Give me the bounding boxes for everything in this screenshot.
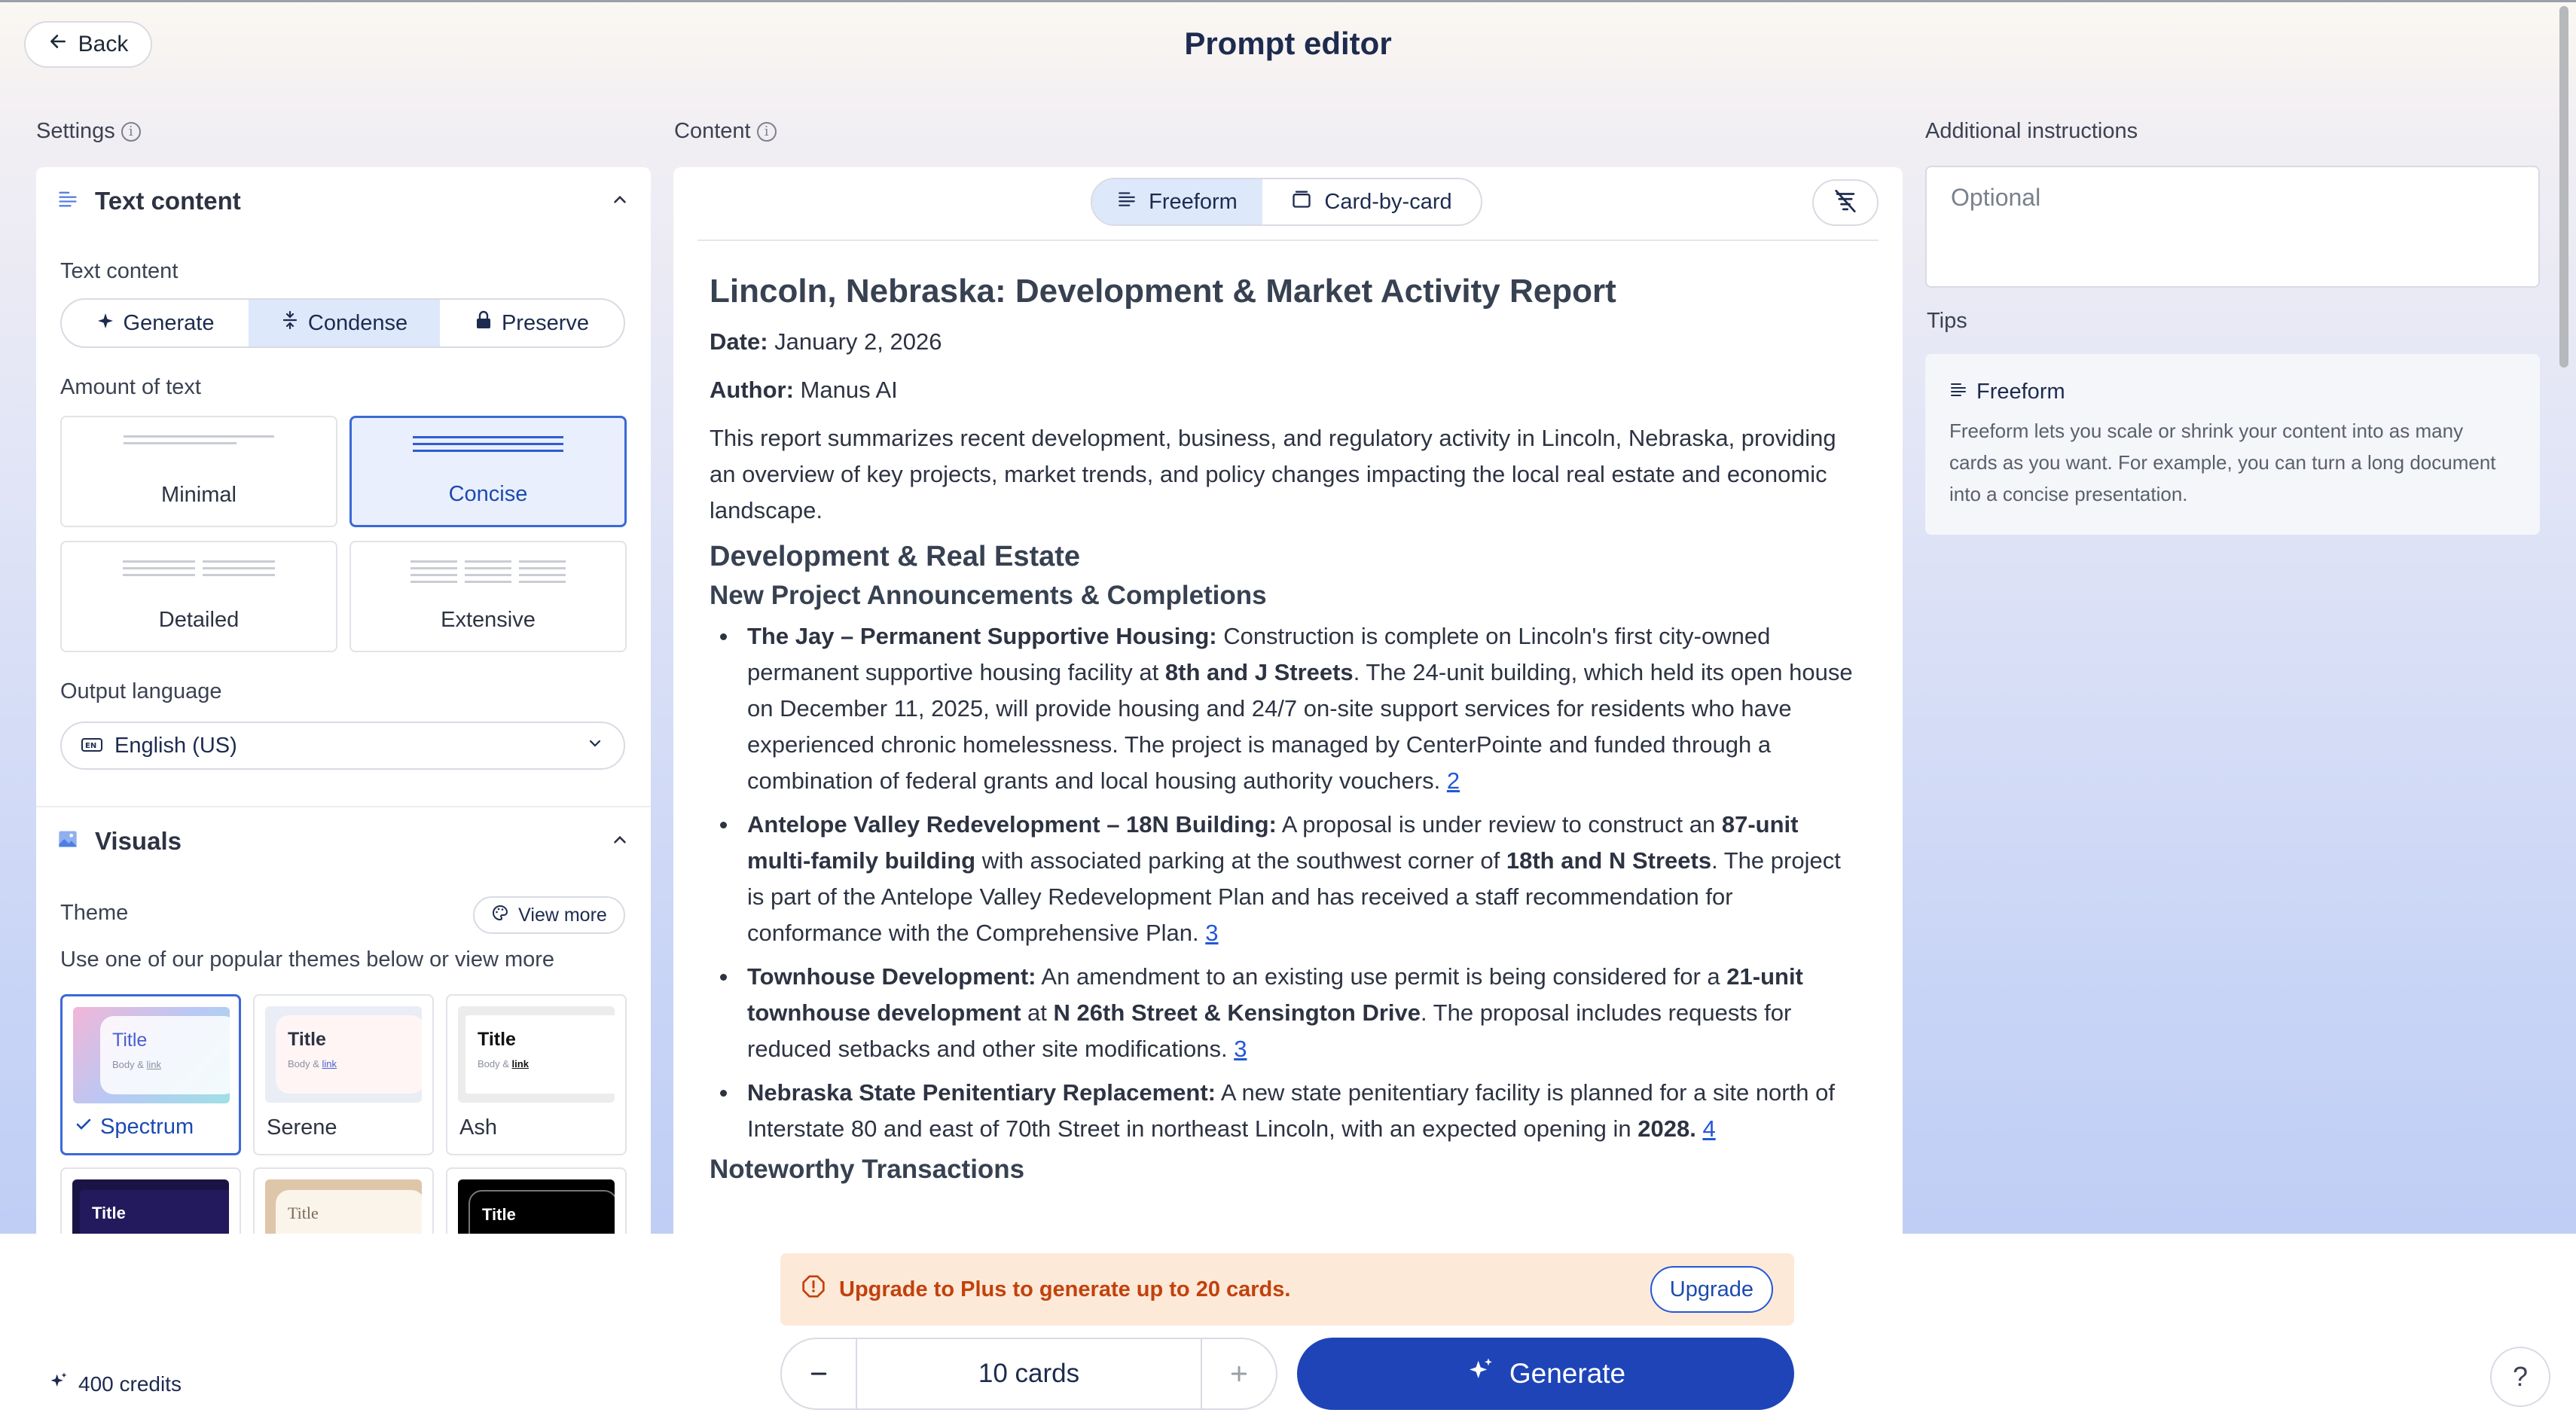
theme-name: Serene	[267, 1115, 337, 1140]
theme-preview-title: Title	[92, 1204, 126, 1222]
theme-preview-body: Body & link	[112, 1059, 162, 1070]
preserve-mode-button[interactable]	[440, 300, 624, 346]
visuals-header[interactable]	[57, 822, 630, 860]
palette-icon	[491, 904, 509, 927]
text-density-icon	[413, 436, 563, 452]
upgrade-button[interactable]: Upgrade	[1650, 1266, 1773, 1313]
theme-hint: Use one of our popular themes below or view more	[60, 947, 555, 972]
text-lines-icon	[1117, 189, 1137, 215]
citation-link[interactable]: 4	[1702, 1115, 1716, 1142]
tip-title: Freeform	[1976, 380, 2065, 404]
upgrade-message: Upgrade to Plus to generate up to 20 cards.	[839, 1277, 1291, 1301]
section-divider	[36, 806, 651, 807]
credits-label: 400 credits	[78, 1372, 182, 1396]
clear-formatting-button[interactable]	[1812, 179, 1879, 226]
tip-heading	[1949, 380, 2516, 404]
additional-instructions-input[interactable]: Optional	[1925, 166, 2540, 288]
content-panel	[673, 167, 1903, 1237]
output-language-select[interactable]	[60, 722, 625, 770]
theme-preview	[458, 1006, 615, 1103]
freeform-mode-button[interactable]	[1092, 179, 1262, 224]
page-title: Prompt editor	[1184, 26, 1392, 61]
increase-cards-button[interactable]	[1201, 1339, 1276, 1408]
content-mode-toggle	[1091, 178, 1482, 226]
condense-mode-button[interactable]	[249, 300, 440, 346]
back-label: Back	[78, 32, 129, 56]
sparkle-icon	[96, 311, 114, 336]
sparkles-icon	[48, 1371, 69, 1397]
generate-mode-button[interactable]	[62, 300, 249, 346]
theme-preview-title: Title	[478, 1029, 516, 1050]
amount-detailed-option[interactable]	[60, 541, 337, 652]
chevron-down-icon	[586, 734, 604, 758]
amount-minimal-option[interactable]	[60, 416, 337, 527]
amount-concise-label: Concise	[448, 482, 528, 506]
lock-icon	[475, 310, 493, 336]
generate-label: Generate	[1509, 1358, 1626, 1389]
tip-body: Freeform lets you scale or shrink your content into as many cards as you want. For example, you can turn a long document into a concise presentation.	[1949, 420, 2496, 505]
visuals-title: Visuals	[95, 827, 182, 855]
theme-preview-body: Body & link	[288, 1058, 337, 1069]
theme-card-serene[interactable]	[253, 994, 434, 1155]
card-by-card-mode-button[interactable]	[1262, 179, 1481, 224]
theme-card[interactable]	[446, 1167, 627, 1237]
theme-preview-title: Title	[288, 1204, 319, 1222]
amount-extensive-option[interactable]	[349, 541, 627, 652]
theme-preview	[73, 1007, 230, 1103]
preserve-mode-label: Preserve	[501, 310, 590, 335]
amount-concise-option[interactable]	[349, 416, 627, 527]
check-icon	[75, 1115, 93, 1140]
theme-card[interactable]	[60, 1167, 241, 1237]
amount-detailed-label: Detailed	[158, 608, 240, 632]
text-density-icon	[124, 435, 274, 444]
citation-link[interactable]: 3	[1234, 1036, 1247, 1062]
text-density-icon	[123, 560, 275, 576]
text-content-title: Text content	[95, 187, 241, 215]
freeform-mode-label: Freeform	[1149, 189, 1238, 214]
info-icon[interactable]: i	[121, 122, 141, 142]
text-density-icon	[411, 560, 566, 583]
document-title: Lincoln, Nebraska: Development & Market Activity Report	[710, 273, 1616, 310]
cards-icon	[1291, 188, 1312, 215]
settings-label	[36, 119, 141, 144]
chevron-up-icon[interactable]	[610, 187, 630, 215]
theme-name	[75, 1115, 194, 1140]
list-item: The Jay – Permanent Supportive Housing: Construction is complete on Lincoln's first city-owned permanent supportive housing facility at 8th and J Streets. The 24-unit building, which held its open house on December 11, 2025, will provide housing and 24/7 on-site support services for residents who have experienced chronic homelessness. The project is managed by CenterPointe and funded through a combination of federal grants and local housing authority vouchers. 2	[710, 618, 1862, 799]
tips-label: Tips	[1927, 309, 1967, 333]
theme-card-spectrum[interactable]	[60, 994, 241, 1155]
info-icon[interactable]: i	[757, 122, 777, 142]
bottom-action-bar	[0, 1234, 2576, 1428]
document-date: Date: January 2, 2026	[710, 328, 942, 355]
theme-name-text: Spectrum	[100, 1115, 194, 1139]
theme-preview-title: Title	[288, 1029, 326, 1050]
condense-mode-label: Condense	[307, 310, 408, 335]
content-divider	[697, 240, 1879, 241]
generate-button[interactable]	[1297, 1338, 1794, 1410]
list-item: Antelope Valley Redevelopment – 18N Building: A proposal is under review to construct an 87-unit multi-family building with associated parking at the southwest corner of 18th and N Streets. The project is part of the Antelope Valley Redevelopment Plan and has received a staff recommendation for conformance with the Comprehensive Plan. 3	[710, 807, 1862, 951]
project-list	[710, 618, 1862, 1147]
citation-link[interactable]: 3	[1205, 920, 1219, 946]
image-icon	[57, 827, 78, 856]
list-item: Townhouse Development: An amendment to an existing use permit is being considered for a 21-unit townhouse development at N 26th Street & Kensington Drive. The proposal includes requests for reduced setbacks and other site modifications. 3	[710, 959, 1862, 1067]
view-more-label: View more	[518, 904, 607, 926]
decrease-cards-button[interactable]	[782, 1339, 857, 1408]
language-icon	[81, 734, 102, 758]
amount-of-text-label: Amount of text	[60, 375, 201, 399]
theme-preview	[265, 1006, 422, 1103]
clear-formatting-icon	[1833, 190, 1858, 216]
content-label	[674, 119, 777, 144]
text-lines-icon	[57, 187, 78, 215]
text-content-mode-selector	[60, 298, 625, 348]
text-content-sub-label: Text content	[60, 259, 179, 283]
additional-instructions-label: Additional instructions	[1925, 119, 2138, 143]
theme-preview	[458, 1179, 615, 1237]
text-content-header[interactable]	[57, 182, 630, 220]
document-author: Author: Manus AI	[710, 377, 898, 403]
card-count-stepper	[780, 1338, 1277, 1410]
card-count-value[interactable]: 10 cards	[978, 1359, 1080, 1388]
generate-mode-label: Generate	[123, 310, 215, 335]
theme-label: Theme	[60, 901, 129, 925]
amount-minimal-label: Minimal	[161, 483, 237, 507]
help-button[interactable]: ?	[2490, 1347, 2550, 1407]
theme-card[interactable]	[253, 1167, 434, 1237]
alert-icon	[801, 1274, 826, 1304]
content-label-text: Content	[674, 119, 751, 143]
subsection-heading: New Project Announcements & Completions	[710, 581, 1267, 610]
card-by-card-mode-label: Card-by-card	[1324, 189, 1452, 214]
theme-preview-body: Body & link	[478, 1058, 529, 1069]
content-editor[interactable]	[710, 273, 1862, 1192]
credits-indicator[interactable]	[48, 1371, 182, 1397]
tips-card	[1925, 354, 2540, 535]
subsection-heading: Noteworthy Transactions	[710, 1155, 1025, 1184]
document-intro: This report summarizes recent development, business, and regulatory activity in Lincoln, Nebraska, providing an overview of key projects, market trends, and policy changes impacting the local real estate and economic landscape.	[710, 425, 1836, 523]
theme-card-ash[interactable]	[446, 994, 627, 1155]
citation-link[interactable]: 2	[1446, 767, 1460, 794]
theme-preview	[265, 1179, 422, 1237]
text-lines-icon	[1949, 380, 1967, 404]
upgrade-banner	[780, 1253, 1794, 1326]
svg-text:EN: EN	[85, 741, 97, 750]
theme-preview	[72, 1179, 229, 1237]
theme-name: Ash	[459, 1115, 497, 1140]
page-scrollbar[interactable]	[2559, 6, 2568, 368]
section-heading: Development & Real Estate	[710, 541, 1081, 572]
chevron-up-icon[interactable]	[610, 827, 630, 856]
settings-panel	[36, 167, 651, 1237]
theme-preview-title: Title	[482, 1205, 516, 1224]
compress-icon	[281, 310, 299, 336]
output-language-label: Output language	[60, 679, 222, 703]
sparkles-icon	[1466, 1356, 1496, 1393]
settings-label-text: Settings	[36, 119, 115, 143]
view-more-themes-button[interactable]	[473, 896, 625, 934]
amount-extensive-label: Extensive	[441, 608, 536, 632]
window-top-border	[0, 0, 2576, 2]
list-item: Nebraska State Penitentiary Replacement: A new state penitentiary facility is planned for a site north of Interstate 80 and east of 70th Street in northeast Lincoln, with an expected opening in 2028. 4	[710, 1075, 1862, 1147]
output-language-value: English (US)	[114, 733, 237, 758]
theme-preview-title: Title	[112, 1030, 148, 1051]
